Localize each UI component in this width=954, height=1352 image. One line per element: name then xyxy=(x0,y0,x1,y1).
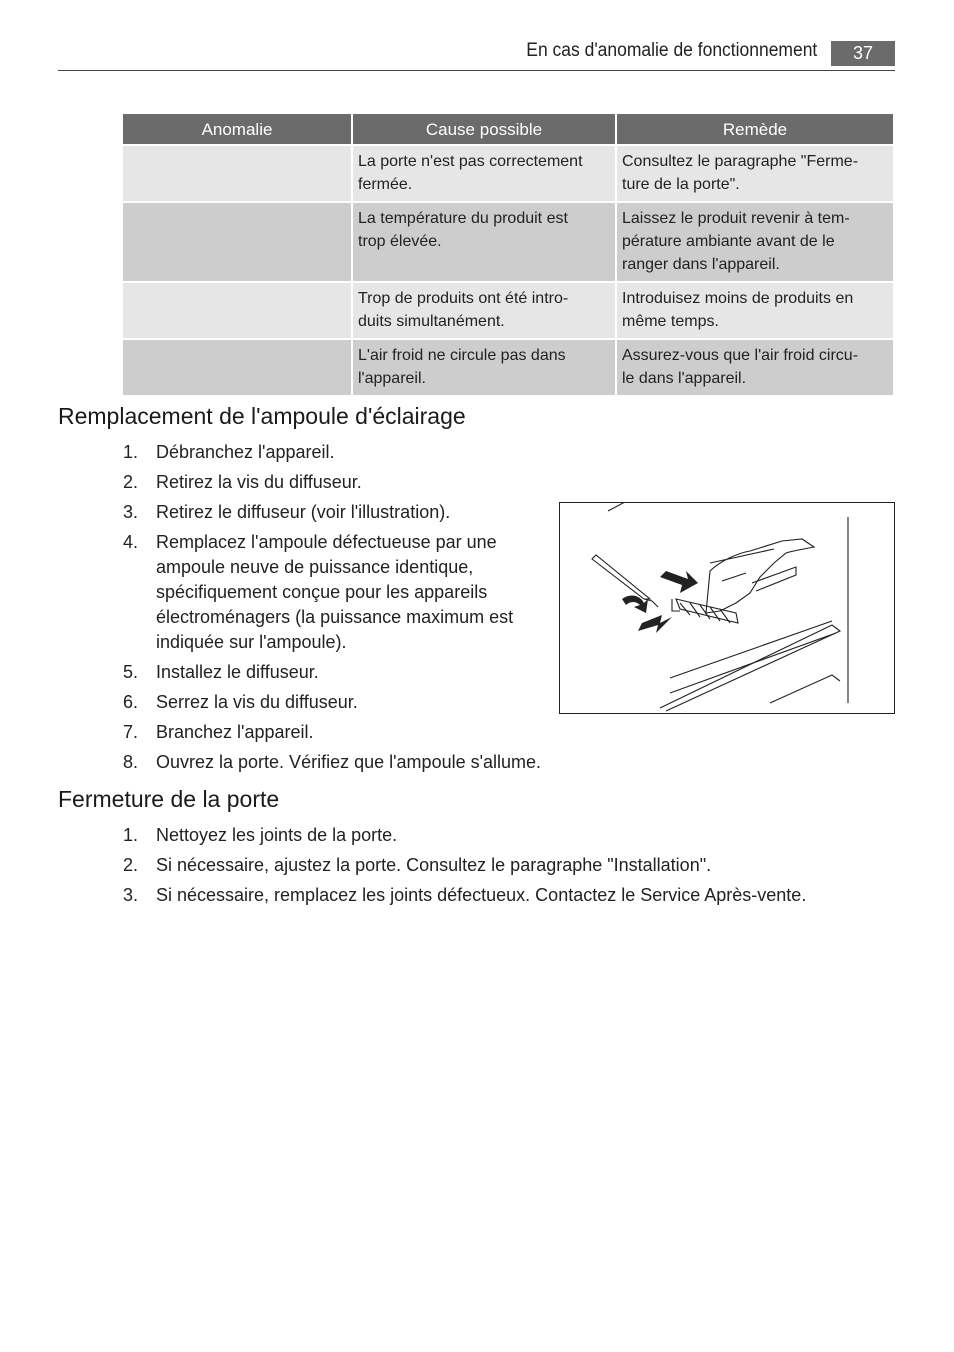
diffuser-removal-drawing xyxy=(560,503,894,713)
table-row xyxy=(123,146,893,201)
cell-remede: Assurez-vous que l'air froid circu- le dans l'appareil. xyxy=(617,340,893,395)
list-item: 3. Retirez le diffuseur (voir l'illustration). xyxy=(123,502,451,522)
section-heading-bulb: Remplacement de l'ampoule d'éclairage xyxy=(58,403,466,429)
cell-cause: Trop de produits ont été intro- duits simultanément. xyxy=(353,283,615,338)
list-item: 3. Si nécessaire, remplacez les joints défectueux. Contactez le Service Après-vente. xyxy=(123,885,807,905)
table-header-row xyxy=(123,114,893,144)
cell-cause: L'air froid ne circule pas dans l'appareil. xyxy=(353,340,615,395)
section-running-title: En cas d'anomalie de fonctionnement xyxy=(526,40,817,61)
list-item: 2. Si nécessaire, ajustez la porte. Consultez le paragraphe "Installation". xyxy=(123,855,712,875)
cell-remede: Consultez le paragraphe "Ferme- ture de la porte". xyxy=(617,146,893,201)
cell-anomalie xyxy=(123,146,351,201)
table-row xyxy=(123,340,893,395)
bulb-steps-list xyxy=(120,440,541,780)
cell-cause: La température du produit est trop élevée. xyxy=(353,203,615,281)
cell-cause: La porte n'est pas correctement fermée. xyxy=(353,146,615,201)
list-item: 5. Installez le diffuseur. xyxy=(123,662,319,682)
list-item: 2. Retirez la vis du diffuseur. xyxy=(123,472,362,492)
column-header-anomalie: Anomalie xyxy=(123,114,351,144)
header-rule xyxy=(58,70,895,71)
cell-remede: Introduisez moins de produits en même temps. xyxy=(617,283,893,338)
list-item: 7. Branchez l'appareil. xyxy=(123,722,314,742)
list-item: 1. Débranchez l'appareil. xyxy=(123,442,335,462)
page-number: 37 xyxy=(831,41,895,66)
cell-anomalie xyxy=(123,203,351,281)
cell-anomalie xyxy=(123,283,351,338)
list-item: 1. Nettoyez les joints de la porte. xyxy=(123,825,398,845)
bulb-replacement-illustration xyxy=(559,502,895,714)
cell-remede: Laissez le produit revenir à tem- pérature ambiante avant de le ranger dans l'appareil. xyxy=(617,203,893,281)
list-item: 6. Serrez la vis du diffuseur. xyxy=(123,692,358,712)
table-row xyxy=(123,283,893,338)
table-row xyxy=(123,203,893,281)
section-heading-door: Fermeture de la porte xyxy=(58,786,280,812)
column-header-remede: Remède xyxy=(617,114,893,144)
list-item: 4. Remplacez l'ampoule défectueuse par une ampoule neuve de puissance identique, spécifiquement conçue pour les appareils électroménagers (la puissance maximum est indiquée sur l'ampoule). xyxy=(123,532,514,652)
column-header-cause: Cause possible xyxy=(353,114,615,144)
list-item: 8. Ouvrez la porte. Vérifiez que l'ampoule s'allume. xyxy=(123,752,542,772)
cell-anomalie xyxy=(123,340,351,395)
troubleshooting-table xyxy=(121,112,895,397)
door-steps-list xyxy=(120,823,806,913)
